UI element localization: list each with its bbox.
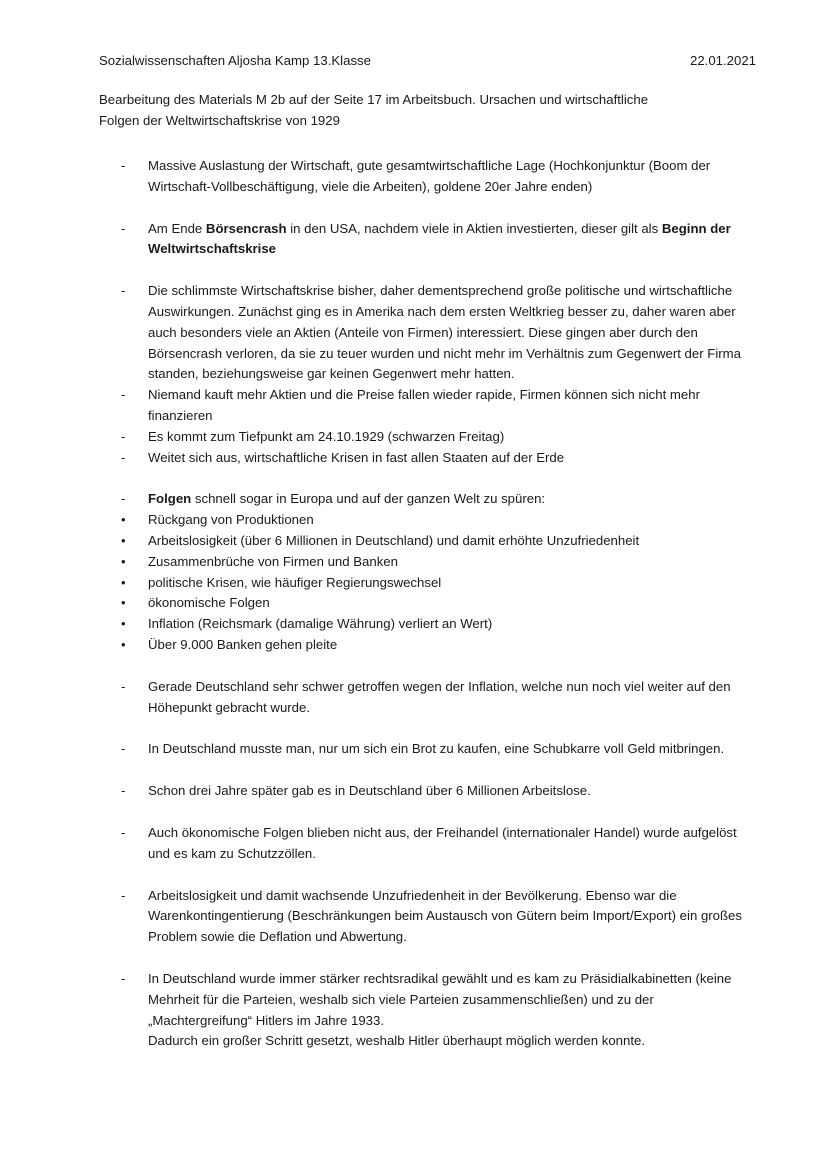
list-item-text: Es kommt zum Tiefpunkt am 24.10.1929 (schwarzen Freitag) <box>148 428 505 444</box>
list-item-text: Gerade Deutschland sehr schwer getroffen wegen der Inflation, welche nun noch viel weiter auf den Höhepunkt gebracht wurde. <box>148 678 731 715</box>
list-item-text: schnell sogar in Europa und auf der ganzen Welt zu spüren: <box>191 491 546 507</box>
notes-body <box>99 156 749 1052</box>
intro-line-1: Bearbeitung des Materials M 2b auf der Seite 17 im Arbeitsbuch. Ursachen und wirtschaftliche <box>99 92 649 107</box>
list-item <box>99 739 749 760</box>
list-item-text: Am Ende <box>148 220 206 236</box>
list-item <box>99 448 749 469</box>
dash-marker: - <box>121 970 126 986</box>
list-item-text: Schon drei Jahre später gab es in Deutschland über 6 Millionen Arbeitslose. <box>148 783 591 799</box>
list-item <box>99 156 749 198</box>
bullet-item-text: politische Krisen, wie häufiger Regierungswechsel <box>148 574 442 590</box>
list-item-text: Niemand kauft mehr Aktien und die Preise fallen wieder rapide, Firmen können sich nicht mehr finanzieren <box>148 387 700 423</box>
bullet-marker: • <box>121 595 126 611</box>
bullet-item-text: Arbeitslosigkeit (über 6 Millionen in Deutschland) und damit erhöhte Unzufriedenheit <box>148 532 640 548</box>
bullet-item-text: Inflation (Reichsmark (damalige Währung) verliert an Wert) <box>148 616 493 632</box>
dash-marker: - <box>121 824 126 840</box>
dash-marker: - <box>121 678 126 694</box>
list-item <box>99 219 749 261</box>
dash-marker: - <box>121 283 126 299</box>
list-item <box>99 385 749 427</box>
bullet-item <box>99 573 749 594</box>
bullet-item <box>99 593 749 614</box>
bullet-item-text: ökonomische Folgen <box>148 595 270 611</box>
list-item-text: in den USA, nachdem viele in Aktien investierten, dieser gilt als <box>286 220 662 236</box>
list-item <box>99 823 749 865</box>
bullet-marker: • <box>121 512 126 528</box>
bullet-item <box>99 510 749 531</box>
bullet-item-text: Rückgang von Produktionen <box>148 512 314 528</box>
bullet-item <box>99 614 749 635</box>
dash-marker: - <box>121 220 126 236</box>
list-item-text: Massive Auslastung der Wirtschaft, gute gesamtwirtschaftliche Lage (Hochkonjunktur (Boom der Wirtschaft-Vollbeschäftigung, viele die Arbeiten), goldene 20er Jahre enden) <box>148 158 711 194</box>
list-item <box>99 489 749 510</box>
list-item <box>99 781 749 802</box>
list-item <box>99 281 749 385</box>
bullet-marker: • <box>121 574 126 590</box>
bullet-item <box>99 531 749 552</box>
dash-marker: - <box>121 887 126 903</box>
bullet-item-text: Über 9.000 Banken gehen pleite <box>148 636 338 652</box>
dash-marker: - <box>121 741 126 757</box>
bullet-marker: • <box>121 636 126 652</box>
header-course-info: Sozialwissenschaften Aljosha Kamp 13.Klasse <box>99 53 371 68</box>
header-date: 22.01.2021 <box>689 53 756 68</box>
dash-marker: - <box>121 491 126 507</box>
list-item-text: Arbeitslosigkeit und damit wachsende Unzufriedenheit in der Bevölkerung. Ebenso war die Warenkontingentierung (Beschränkungen beim Austausch von Gütern beim Import/Export) ein großes Problem sowie die Deflation und Abwertung. <box>148 887 742 945</box>
intro-line-2: Folgen der Weltwirtschaftskrise von 1929 <box>99 112 340 128</box>
list-item-continuation: Dadurch ein großer Schritt gesetzt, weshalb Hitler überhaupt möglich werden konnte. <box>148 1033 645 1049</box>
list-item-text: Die schlimmste Wirtschaftskrise bisher, daher dementsprechend große politische und wirtschaftliche Auswirkungen. Zunächst ging es in Amerika nach dem ersten Weltkrieg besser zu, daher waren aber auch besonders viele an Aktien (Anteile von Firmen) interessiert. Diese gingen aber durch den Börsencrash verloren, da sie zu teuer wurden und nicht mehr im Verhältnis zum Gegenwert der Firma standen, beziehungsweise gar keinen Gegenwert mehr hatten. <box>148 283 741 382</box>
dash-marker: - <box>121 428 126 444</box>
list-item <box>99 969 749 1052</box>
bullet-item <box>99 552 749 573</box>
dash-marker: - <box>121 449 126 465</box>
bullet-item <box>99 635 749 656</box>
list-item-text: In Deutschland musste man, nur um sich ein Brot zu kaufen, eine Schubkarre voll Geld mitbringen. <box>148 741 725 757</box>
list-item <box>99 427 749 448</box>
bullet-marker: • <box>121 553 126 569</box>
bold-term: Folgen <box>148 491 192 507</box>
list-item-text: Auch ökonomische Folgen blieben nicht aus, der Freihandel (internationaler Handel) wurde aufgelöst und es kam zu Schutzzöllen. <box>148 824 737 861</box>
assignment-intro <box>99 90 739 131</box>
bold-term: Börsencrash <box>205 220 287 236</box>
dash-marker: - <box>121 158 126 173</box>
list-item-text: In Deutschland wurde immer stärker rechtsradikal gewählt und es kam zu Präsidialkabinetten (keine Mehrheit für die Parteien, weshalb sich viele Parteien zusammenschließen) und zu der „Machtergreifung“ Hitlers im Jahre 1933. <box>148 970 732 1028</box>
bullet-marker: • <box>121 532 126 548</box>
bold-term: Beginn der Weltwirtschaftskrise <box>148 220 731 257</box>
list-item <box>99 886 749 948</box>
bullet-item-text: Zusammenbrüche von Firmen und Banken <box>148 553 398 569</box>
list-item <box>99 677 749 719</box>
dash-marker: - <box>121 783 126 799</box>
document-header <box>99 51 756 71</box>
dash-marker: - <box>121 387 126 403</box>
list-item-text: Weitet sich aus, wirtschaftliche Krisen in fast allen Staaten auf der Erde <box>148 449 565 465</box>
bullet-marker: • <box>121 616 126 632</box>
